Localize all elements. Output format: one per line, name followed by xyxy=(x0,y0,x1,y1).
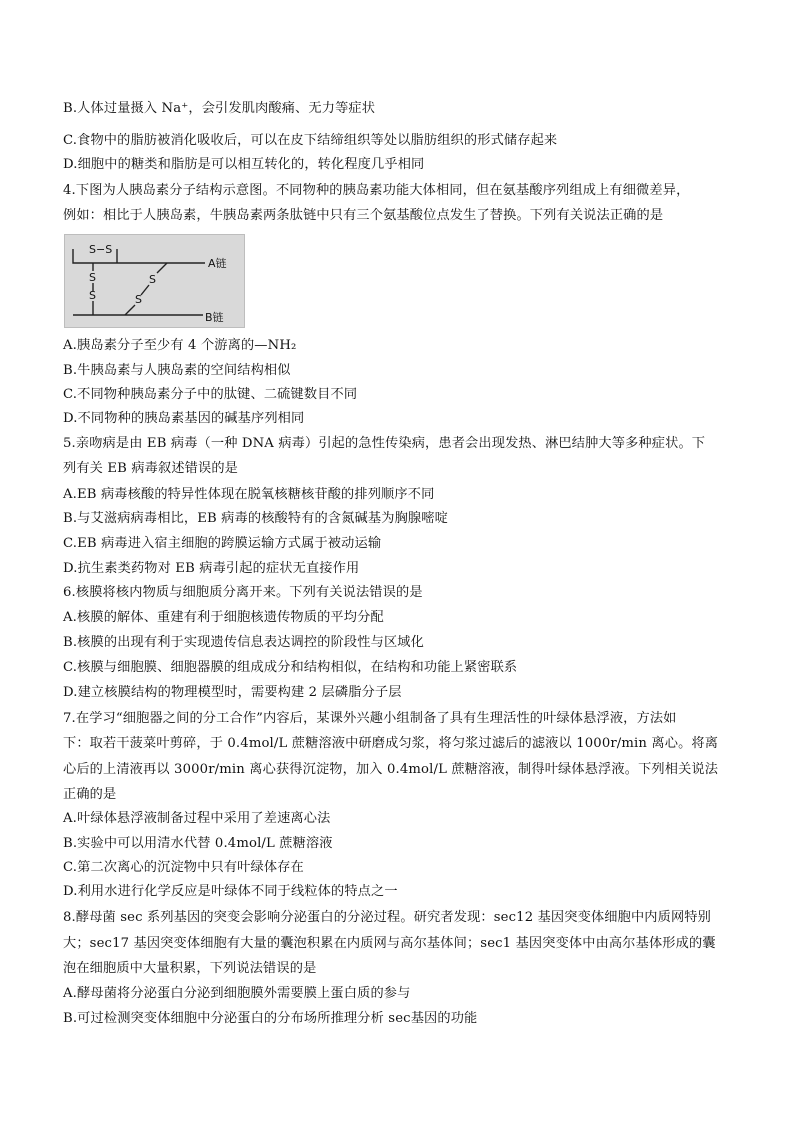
option-d: D.抗生素类药物对 EB 病毒引起的症状无直接作用 xyxy=(63,561,360,576)
question-4-stem: 4.下图为人胰岛素分子结构示意图。不同物种的胰岛素功能大体相同，但在氨基酸序列组成上有细微差异， xyxy=(63,183,690,198)
option-b: B.牛胰岛素与人胰岛素的空间结构相似 xyxy=(63,363,291,378)
chain-b-label: B链 xyxy=(205,311,224,324)
option-a: A.酵母菌将分泌蛋白分泌到细胞膜外需要膜上蛋白质的参与 xyxy=(63,986,411,1001)
option-d: D.建立核膜结构的物理模型时，需要构建 2 层磷脂分子层 xyxy=(63,685,402,700)
sulfur-label: S xyxy=(89,289,96,302)
question-8-stem: 8.酵母菌 sec 系列基因的突变会影响分泌蛋白的分泌过程。研究者发现：sec12 基因突变体细胞中内质网特别 xyxy=(63,910,711,925)
question-4-stem: 例如：相比于人胰岛素，牛胰岛素两条肽链中只有三个氨基酸位点发生了替换。下列有关说法正确的是 xyxy=(63,208,664,223)
text-line: D.细胞中的糖类和脂肪是可以相互转化的，转化程度几乎相同 xyxy=(63,157,425,172)
sulfur-label: S xyxy=(135,293,142,306)
option-b: B.实验中可以用清水代替 0.4mol/L 蔗糖溶液 xyxy=(63,836,333,851)
question-6-stem: 6.核膜将核内物质与细胞质分离开来。下列有关说法错误的是 xyxy=(63,585,423,600)
option-b: B.核膜的出现有利于实现遗传信息表达调控的阶段性与区域化 xyxy=(63,635,424,650)
option-b: B.可过检测突变体细胞中分泌蛋白的分布场所推理分析 sec基因的功能 xyxy=(63,1011,478,1026)
sulfur-label: S xyxy=(89,271,96,284)
question-7-stem: 正确的是 xyxy=(63,787,117,802)
option-c: C.第二次离心的沉淀物中只有叶绿体存在 xyxy=(63,860,304,875)
option-c: C.EB 病毒进入宿主细胞的跨膜运输方式属于被动运输 xyxy=(63,536,382,551)
option-c: C.不同物种胰岛素分子中的肽键、二硫键数目不同 xyxy=(63,387,358,402)
option-d: D.不同物种的胰岛素基因的碱基序列相同 xyxy=(63,411,305,426)
option-b: B.与艾滋病病毒相比，EB 病毒的核酸特有的含氮碱基为胸腺嘧啶 xyxy=(63,511,448,526)
text-line: B.人体过量摄入 Na⁺，会引发肌肉酸痛、无力等症状 xyxy=(63,101,376,116)
question-7-stem: 下：取若干菠菜叶剪碎，于 0.4mol/L 蔗糖溶液中研磨成匀浆，将匀浆过滤后的滤液以 1000r/min 离心。将离 xyxy=(63,736,719,751)
option-a: A.核膜的解体、重建有利于细胞核遗传物质的平均分配 xyxy=(63,610,384,625)
option-d: D.利用水进行化学反应是叶绿体不同于线粒体的特点之一 xyxy=(63,884,398,899)
option-c: C.核膜与细胞膜、细胞器膜的组成成分和结构相似，在结构和功能上紧密联系 xyxy=(63,660,518,675)
question-7-stem: 7.在学习“细胞器之间的分工合作”内容后，某课外兴趣小组制备了具有生理活性的叶绿体悬浮液，方法如 xyxy=(63,711,677,726)
question-5-stem: 列有关 EB 病毒叙述错误的是 xyxy=(63,461,239,476)
question-8-stem: 大；sec17 基因突变体细胞有大量的囊泡积累在内质网与高尔基体间；sec1 基因突变体中由高尔基体形成的囊 xyxy=(63,936,716,951)
option-a: A.叶绿体悬浮液制备过程中采用了差速离心法 xyxy=(63,811,331,826)
question-5-stem: 5.亲吻病是由 EB 病毒（一种 DNA 病毒）引起的急性传染病，患者会出现发热、淋巴结肿大等多种症状。下 xyxy=(63,436,706,451)
option-a: A.胰岛素分子至少有 4 个游离的—NH₂ xyxy=(63,338,297,353)
intra-ss-label: S−S xyxy=(89,243,113,256)
chain-a-label: A链 xyxy=(208,257,227,270)
question-8-stem: 泡在细胞质中大量积累，下列说法错误的是 xyxy=(63,961,317,976)
sulfur-label: S xyxy=(149,273,156,286)
text-line: C.食物中的脂肪被消化吸收后，可以在皮下结缔组织等处以脂肪组织的形式储存起来 xyxy=(63,133,558,148)
insulin-structure-diagram xyxy=(64,234,245,328)
question-7-stem: 心后的上清液再以 3000r/min 离心获得沉淀物，加入 0.4mol/L 蔗糖溶液，制得叶绿体悬浮液。下列相关说法 xyxy=(63,762,719,777)
option-a: A.EB 病毒核酸的特异性体现在脱氧核糖核苷酸的排列顺序不同 xyxy=(63,487,435,502)
